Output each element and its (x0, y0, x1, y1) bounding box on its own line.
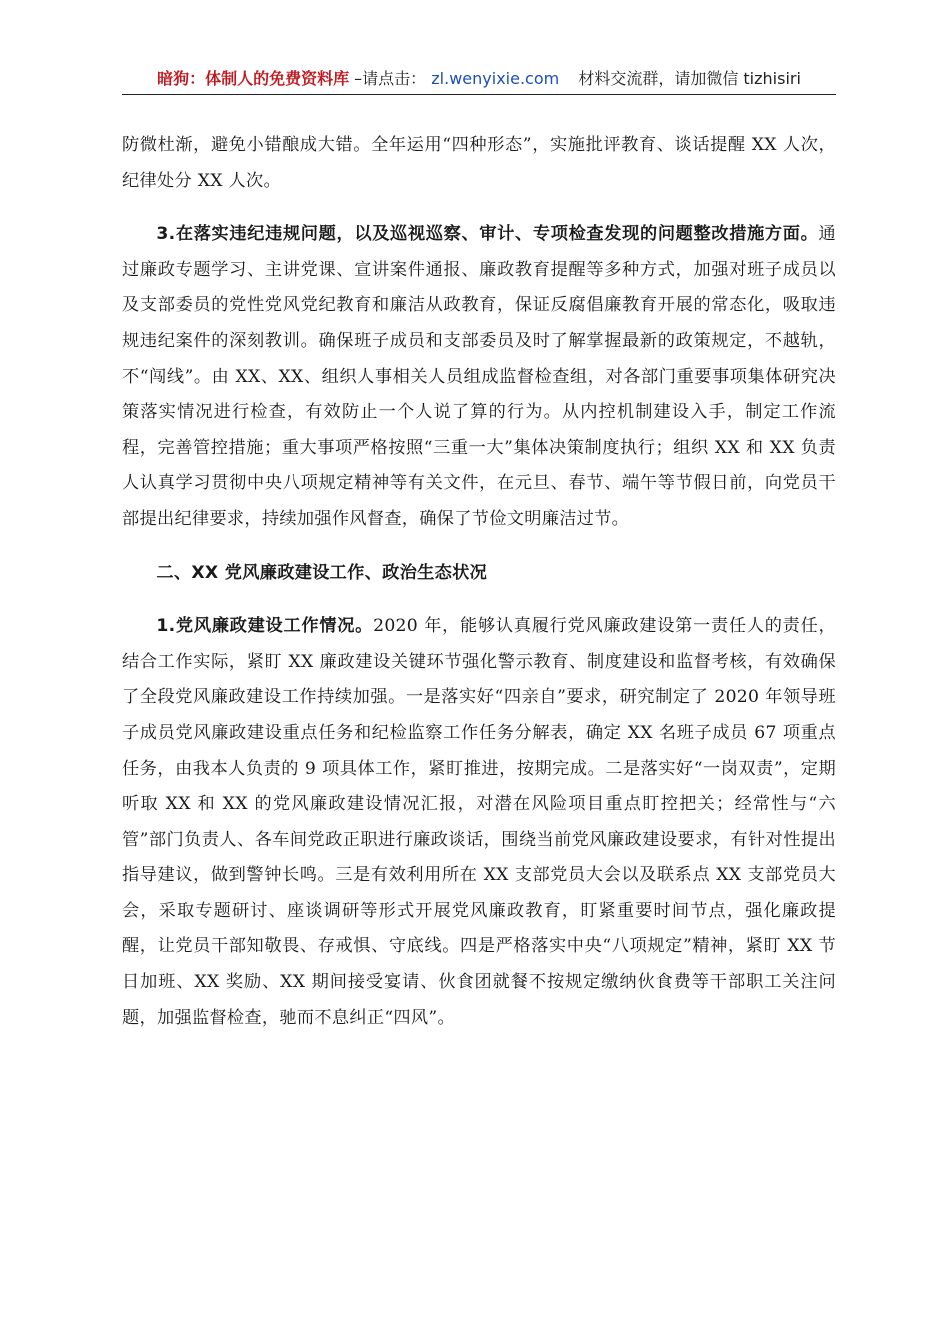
paragraph-rectification-body: 通过廉政专题学习、主讲党课、宣讲案件通报、廉政教育提醒等多种方式，加强对班子成员以及支部委员的党性党风党纪教育和廉洁从政教育，保证反腐倡廉教育开展的常态化，吸取违规违纪案件的深刻教训。确保班子成员和支部委员及时了解掌握最新的政策规定，不越轨，不“闯线”。由 XX、XX、组织人事相关人员组成监督检查组，对各部门重要事项集体研究决策落实情况进行检查，有效防止一个人说了算的行为。从内控机制建设入手，制定工作流程，完善管控措施；重大事项严格按照“三重一大”集体决策制度执行；组织 XX 和 XX 负责人认真学习贯彻中央八项规定精神等有关文件，在元旦、春节、端午等节假日前，向党员干部提出纪律要求，持续加强作风督查，确保了节俭文明廉洁过节。 (122, 224, 836, 529)
paragraph-continuation: 防微杜渐，避免小错酿成大错。全年运用“四种形态”，实施批评教育、谈话提醒 XX 人次，纪律处分 XX 人次。 (122, 135, 836, 191)
header-brand: 暗狗：体制人的免费资料库 (157, 69, 350, 88)
header-contact: 材料交流群，请加微信 tizhisiri (578, 69, 801, 88)
header-url-link[interactable]: zl.wenyixie.com (431, 69, 560, 88)
paragraph-rectification-lead: 3.在落实违纪违规问题，以及巡视巡察、审计、专项检查发现的问题整改措施方面。 (156, 224, 819, 245)
document-body (122, 128, 836, 1036)
page-header (122, 66, 836, 95)
paragraph-party-conduct (122, 609, 836, 1036)
paragraph-rectification (122, 217, 836, 537)
paragraph-party-conduct-body: 2020 年，能够认真履行党风廉政建设第一责任人的责任，结合工作实际，紧盯 XX 廉政建设关键环节强化警示教育、制度建设和监督考核，有效确保了全段党风廉政建设工作持续加强。一是落实好“四亲自”要求，研究制定了 2020 年领导班子成员党风廉政建设重点任务和纪检监察工作任务分解表，确定 XX 名班子成员 67 项重点任务，由我本人负责的 9 项具体工作，紧盯推进，按期完成。二是落实好“一岗双责”，定期听取 XX 和 XX 的党风廉政建设情况汇报，对潜在风险项目重点盯控把关；经常性与“六管”部门负责人、各车间党政正职进行廉政谈话，围绕当前党风廉政建设要求，有针对性提出指导建议，做到警钟长鸣。三是有效利用所在 XX 支部党员大会以及联系点 XX 支部党员大会，采取专题研讨、座谈调研等形式开展党风廉政教育，盯紧重要时间节点，强化廉政提醒，让党员干部知敬畏、存戒惧、守底线。四是严格落实中央“八项规定”精神，紧盯 XX 节日加班、XX 奖励、XX 期间接受宴请、伙食团就餐不按规定缴纳伙食费等干部职工关注问题，加强监督检查，驰而不息纠正“四风”。 (122, 616, 837, 1028)
paragraph-party-conduct-lead: 1.党风廉政建设工作情况。 (156, 616, 374, 637)
header-link-prompt: –请点击： (354, 69, 427, 88)
section-heading: 二、XX 党风廉政建设工作、政治生态状况 (156, 562, 488, 583)
